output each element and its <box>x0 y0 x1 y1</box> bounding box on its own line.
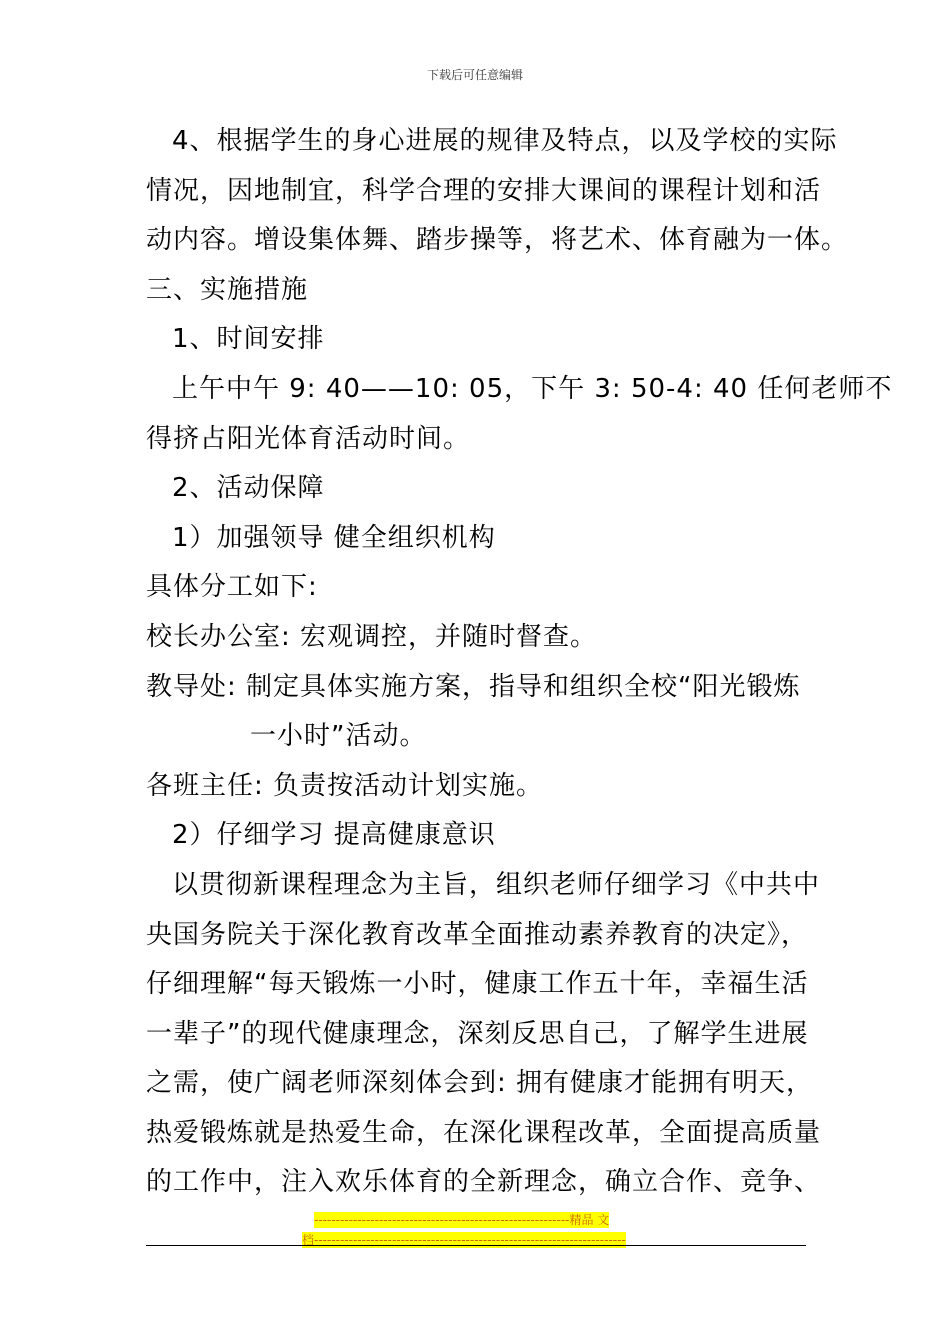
text-line: 动内容。增设集体舞、踏步操等，将艺术、体育融为一体。 <box>146 225 849 256</box>
footer-watermark-line-2: 档------------------------------------------------------------------------ <box>302 1233 626 1247</box>
text-line: 一小时”活动。 <box>250 721 427 752</box>
text-line: 一辈子”的现代健康理念，深刻反思自己，了解学生进展 <box>146 1018 809 1049</box>
text-line: 以贯彻新课程理念为主旨，组织老师仔细学习《中共中 <box>172 869 821 900</box>
text-line: 1）加强领导 健全组织机构 <box>172 522 496 553</box>
text-line: 校长办公室: 宏观调控，并随时督查。 <box>146 621 598 652</box>
text-line: 仔细理解“每天锻炼一小时，健康工作五十年，幸福生活 <box>146 969 809 1000</box>
text-line: 三、实施措施 <box>146 274 309 305</box>
page-header: 下载后可任意编辑 <box>426 68 523 82</box>
text-line: 教导处: 制定具体实施方案，指导和组织全校“阳光锻炼 <box>146 671 801 702</box>
text-line: 得挤占阳光体育活动时间。 <box>146 423 471 454</box>
text-line: 央国务院关于深化教育改革全面推动素养教育的决定》， <box>146 919 809 950</box>
text-line: 上午中午 9: 40——10: 05，下午 3: 50-4: 40 任何老师不 <box>172 373 893 404</box>
text-line: 情况，因地制宜，科学合理的安排大课间的课程计划和活 <box>146 175 822 206</box>
text-line: 各班主任: 负责按活动计划实施。 <box>146 770 544 801</box>
text-line: 具体分工如下: <box>146 572 318 603</box>
text-line: 之需，使广阔老师深刻体会到: 拥有健康才能拥有明天， <box>146 1068 814 1099</box>
text-line: 2、活动保障 <box>172 473 325 504</box>
footer-watermark <box>302 1212 650 1252</box>
text-line: 4、根据学生的身心进展的规律及特点，以及学校的实际 <box>172 126 838 156</box>
text-line: 的工作中，注入欢乐体育的全新理念，确立合作、竞争、 <box>146 1167 822 1198</box>
footer-divider <box>146 1245 806 1246</box>
text-line: 热爱锻炼就是热爱生命，在深化课程改革，全面提高质量 <box>146 1117 822 1148</box>
document-body <box>146 117 893 1208</box>
text-line: 2）仔细学习 提高健康意识 <box>172 820 496 851</box>
footer-watermark-line-1: -----------------------------------------------------------精品 文 <box>314 1213 610 1227</box>
text-line: 1、时间安排 <box>172 324 325 355</box>
